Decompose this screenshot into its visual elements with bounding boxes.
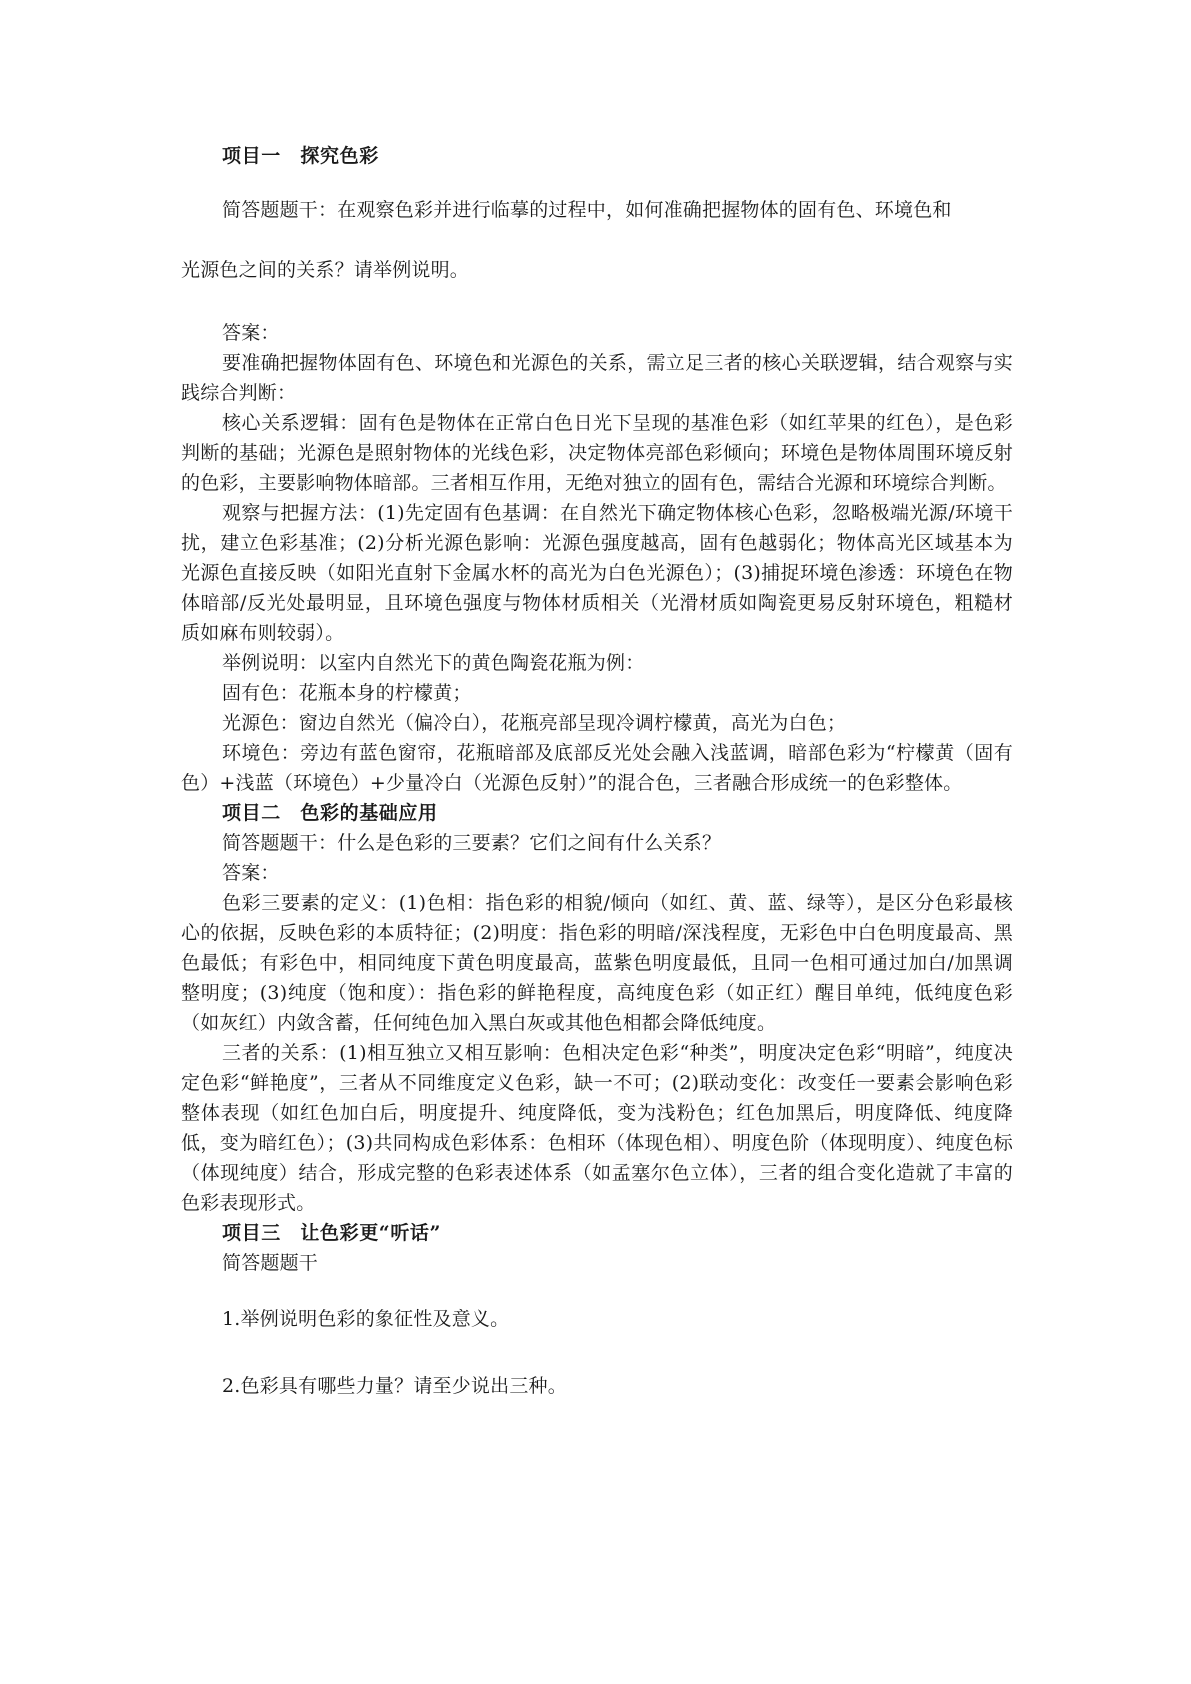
section-3-question-2: 2.色彩具有哪些力量？请至少说出三种。 <box>222 1375 567 1397</box>
section-2-question: 简答题题干：什么是色彩的三要素？它们之间有什么关系？ <box>222 832 722 854</box>
core-logic-paragraph: 核心关系逻辑：固有色是物体在正常白色日光下呈现的基准色彩（如红苹果的红色），是色彩判断的基础；光源色是照射物体的光线色彩，决定物体亮部色彩倾向；环境色是物体周围环境反射的色彩，主要影响物体暗部。三者相互作用，无绝对独立的固有色，需结合光源和环境综合判断。 <box>181 412 1013 494</box>
definition-paragraph: 色彩三要素的定义：(1)色相：指色彩的相貌/倾向（如红、黄、蓝、绿等），是区分色彩最核心的依据，反映色彩的本质特征；(2)明度：指色彩的明暗/深浅程度，无彩色中白色明度最高、黑色最低；有彩色中，相同纯度下黄色明度最高，蓝紫色明度最低，且同一色相可通过加白/加黑调整明度；(3)纯度（饱和度）：指色彩的鲜艳程度，高纯度色彩（如正红）醒目单纯，低纯度色彩（如灰红）内敛含蓄，任何纯色加入黑白灰或其他色相都会降低纯度。 <box>181 892 1013 1034</box>
section-2-answer-label: 答案： <box>222 862 280 884</box>
section-3-question-1: 1.举例说明色彩的象征性及意义。 <box>222 1308 510 1330</box>
section-2-title: 项目二 色彩的基础应用 <box>222 802 438 824</box>
section-1 <box>181 141 1013 171</box>
method-paragraph: 观察与把握方法：(1)先定固有色基调：在自然光下确定物体核心色彩，忽略极端光源/环境干扰，建立色彩基准；(2)分析光源色影响：光源色强度越高，固有色越弱化；物体高光区域基本为光源色直接反映（如阳光直射下金属水杯的高光为白色光源色）；(3)捕捉环境色渗透：环境色在物体暗部/反光处最明显，且环境色强度与物体材质相关（光滑材质如陶瓷更易反射环境色，粗糙材质如麻布则较弱）。 <box>181 502 1013 644</box>
answer-intro: 要准确把握物体固有色、环境色和光源色的关系，需立足三者的核心关联逻辑，结合观察与实践综合判断： <box>181 352 1013 404</box>
example-environment-color: 环境色：旁边有蓝色窗帘，花瓶暗部及底部反光处会融入浅蓝调，暗部色彩为“柠檬黄（固有色）+浅蓝（环境色）+少量冷白（光源色反射）”的混合色，三者融合形成统一的色彩整体。 <box>181 742 1013 794</box>
section-1-answer <box>181 318 1013 1420</box>
section-1-title: 项目一 探究色彩 <box>222 145 379 167</box>
example-light-color: 光源色：窗边自然光（偏冷白），花瓶亮部呈现冷调柠檬黄，高光为白色； <box>222 712 847 734</box>
section-3-title: 项目三 让色彩更“听话” <box>222 1222 442 1244</box>
example-intro: 举例说明：以室内自然光下的黄色陶瓷花瓶为例： <box>222 652 645 674</box>
section-3-question-label: 简答题题干 <box>222 1252 319 1274</box>
example-inherent-color: 固有色：花瓶本身的柠檬黄； <box>222 682 472 704</box>
answer-label: 答案： <box>222 322 280 344</box>
section-1-question-cont <box>181 255 1013 285</box>
question-line-1: 简答题题干：在观察色彩并进行临摹的过程中，如何准确把握物体的固有色、环境色和 <box>222 199 952 221</box>
question-line-2: 光源色之间的关系？请举例说明。 <box>181 259 470 281</box>
section-1-question <box>181 195 1013 225</box>
relation-paragraph: 三者的关系：(1)相互独立又相互影响：色相决定色彩“种类”，明度决定色彩“明暗”，纯度决定色彩“鲜艳度”，三者从不同维度定义色彩，缺一不可；(2)联动变化：改变任一要素会影响色彩整体表现（如红色加白后，明度提升、纯度降低，变为浅粉色；红色加黑后，明度降低、纯度降低，变为暗红色）；(3)共同构成色彩体系：色相环（体现色相）、明度色阶（体现明度）、纯度色标（体现纯度）结合，形成完整的色彩表述体系（如孟塞尔色立体），三者的组合变化造就了丰富的色彩表现形式。 <box>181 1042 1013 1214</box>
